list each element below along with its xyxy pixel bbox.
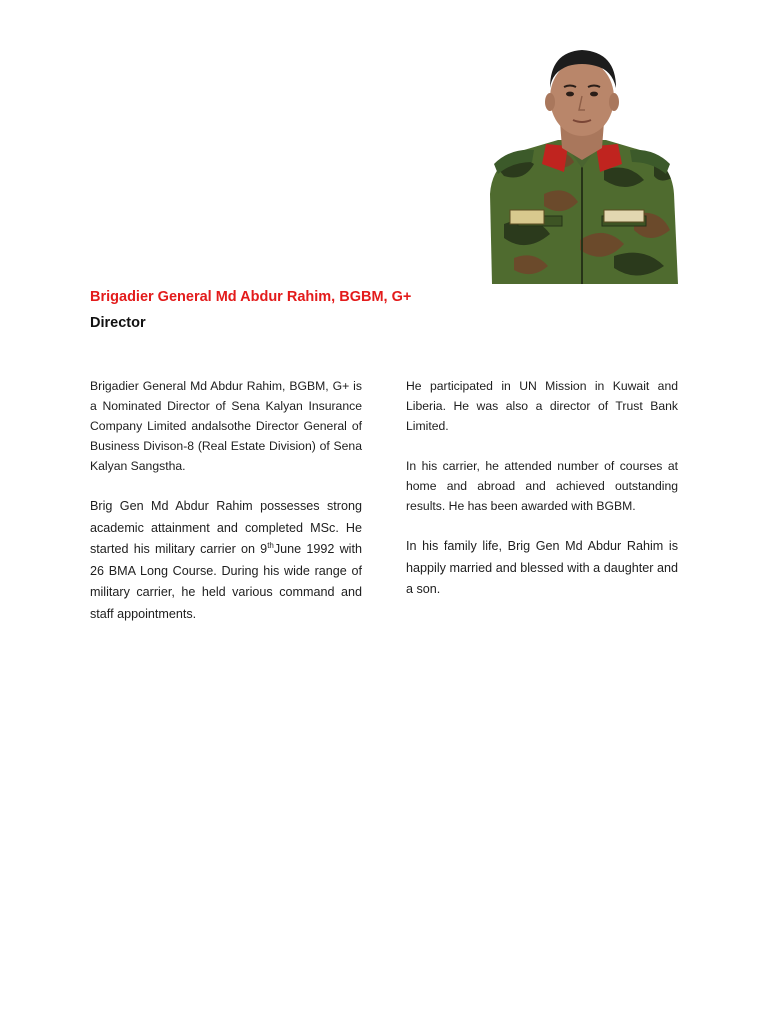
director-name: Brigadier General Md Abdur Rahim, BGBM, G+ <box>90 289 412 305</box>
portrait-illustration <box>484 44 680 284</box>
bio-paragraph <box>90 496 362 625</box>
bio-paragraph: Brigadier General Md Abdur Rahim, BGBM, G+ is a Nominated Director of Sena Kalyan Insurance Company Limited andalsothe Director General of Business Divison-8 (Real Estate Division) of Sena Kalyan Sangstha. <box>90 379 362 473</box>
ordinal-suffix: th <box>267 540 274 550</box>
bio-paragraph: In his family life, Brig Gen Md Abdur Rahim is happily married and blessed with a daughter and a son. <box>406 539 678 596</box>
bio-paragraph: In his carrier, he attended number of courses at home and abroad and achieved outstanding results. He has been awarded with BGBM. <box>406 459 678 513</box>
biography-right-column <box>406 376 678 621</box>
director-role: Director <box>90 315 146 331</box>
director-portrait <box>484 44 680 284</box>
bio-text: June 1992 with 26 BMA Long Course. During his wide range of military carrier, he held various command and staff appointments. <box>90 542 362 621</box>
biography-left-column <box>90 376 362 645</box>
bio-paragraph: He participated in UN Mission in Kuwait and Liberia. He was also a director of Trust Bank Limited. <box>406 379 678 433</box>
bio-text: Brig Gen Md Abdur Rahim possesses strong academic attainment and completed MSc. He started his military carrier on 9 <box>90 499 362 556</box>
